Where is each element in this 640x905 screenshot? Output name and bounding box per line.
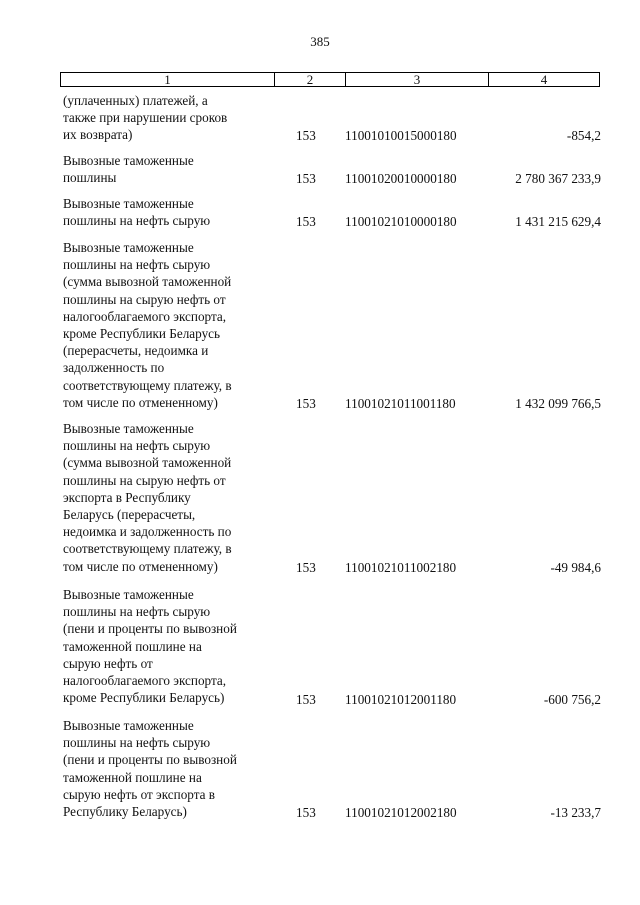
row-description (63, 717, 266, 820)
table-row (0, 586, 640, 708)
row-amount: -854,2 (566, 127, 601, 143)
description-line: кроме Республики Беларусь) (63, 690, 225, 706)
row-amount: -600 756,2 (543, 691, 601, 707)
description-line: пошлины на нефть сырую (63, 604, 211, 620)
description-line: сырую нефть от экспорта в (63, 786, 216, 802)
row-description (63, 195, 266, 229)
description-line: том числе по отмененному) (63, 394, 218, 410)
row-budget-code: 11001010015000180 (345, 127, 457, 143)
description-line: Вывозные таможенные (63, 153, 194, 168)
row-admin-code: 153 (296, 691, 316, 707)
row-amount: -49 984,6 (550, 559, 601, 575)
description-line: пошлины на нефть сырую (63, 257, 211, 273)
description-line: Вывозные таможенные (63, 421, 194, 436)
header-col-2: 2 (275, 73, 346, 86)
description-line: пошлины на нефть сырую (63, 735, 211, 751)
header-col-3: 3 (346, 73, 489, 86)
table-row (0, 92, 640, 144)
description-line: Вывозные таможенные (63, 587, 194, 602)
description-line: Республику Беларусь) (63, 804, 187, 820)
description-line: пошлины на нефть сырую (63, 213, 211, 229)
row-description (63, 586, 266, 706)
description-line: соответствующему платежу, в (63, 541, 232, 557)
description-line: пошлины (63, 170, 117, 186)
row-description (63, 239, 266, 411)
description-line: (перерасчеты, недоимка и (63, 343, 209, 359)
description-line: Вывозные таможенные (63, 196, 194, 211)
description-line: Вывозные таможенные (63, 718, 194, 733)
row-budget-code: 11001020010000180 (345, 170, 457, 186)
description-line: экспорта в Республику (63, 489, 191, 505)
row-amount: 1 431 215 629,4 (515, 213, 601, 229)
row-description (63, 420, 266, 575)
description-line: налогооблагаемого экспорта, (63, 673, 227, 689)
row-admin-code: 153 (296, 559, 316, 575)
row-amount: 2 780 367 233,9 (515, 170, 601, 186)
description-line: (сумма вывозной таможенной (63, 455, 232, 471)
description-line: пошлины на нефть сырую (63, 438, 211, 454)
row-admin-code: 153 (296, 213, 316, 229)
description-line: (пени и проценты по вывозной (63, 621, 237, 637)
row-budget-code: 11001021012002180 (345, 804, 457, 820)
row-amount: 1 432 099 766,5 (515, 395, 601, 411)
description-line: Вывозные таможенные (63, 240, 194, 255)
description-line: сырую нефть от (63, 655, 153, 671)
description-line: таможенной пошлине на (63, 638, 202, 654)
description-line: кроме Республики Беларусь (63, 326, 221, 342)
row-budget-code: 11001021011001180 (345, 395, 456, 411)
description-line: соответствующему платежу, в (63, 377, 232, 393)
description-line: также при нарушении сроков (63, 110, 228, 126)
row-budget-code: 11001021011002180 (345, 559, 457, 575)
row-description (63, 92, 266, 144)
description-line: пошлины на сырую нефть от (63, 472, 226, 488)
row-budget-code: 11001021010000180 (345, 213, 457, 229)
row-admin-code: 153 (296, 170, 316, 186)
description-line: пошлины на сырую нефть от (63, 291, 226, 307)
table-row (0, 239, 640, 412)
description-line: налогооблагаемого экспорта, (63, 308, 227, 324)
page-number: 385 (310, 34, 330, 49)
header-col-4: 4 (540, 72, 548, 87)
description-line: их возврата) (63, 127, 133, 143)
row-budget-code: 11001021012001180 (345, 691, 457, 707)
table-row (0, 152, 640, 187)
table-row (0, 717, 640, 821)
table-header (60, 72, 600, 87)
description-line: Беларусь (перерасчеты, (63, 507, 196, 523)
description-line: (пени и проценты по вывозной (63, 752, 237, 768)
table-row (0, 420, 640, 576)
row-amount: -13 233,7 (550, 804, 601, 820)
description-line: недоимка и задолженность по (63, 524, 232, 540)
row-admin-code: 153 (296, 804, 316, 820)
description-line: задолженность по (63, 360, 165, 376)
description-line: таможенной пошлине на (63, 769, 202, 785)
row-admin-code: 153 (296, 395, 316, 411)
row-description (63, 152, 266, 186)
row-admin-code: 153 (296, 127, 316, 143)
description-line: том числе по отмененному) (63, 558, 218, 574)
description-line: (уплаченных) платежей, а (63, 93, 208, 108)
table-row (0, 195, 640, 230)
header-col-1: 1 (61, 73, 275, 86)
description-line: (сумма вывозной таможенной (63, 274, 232, 290)
